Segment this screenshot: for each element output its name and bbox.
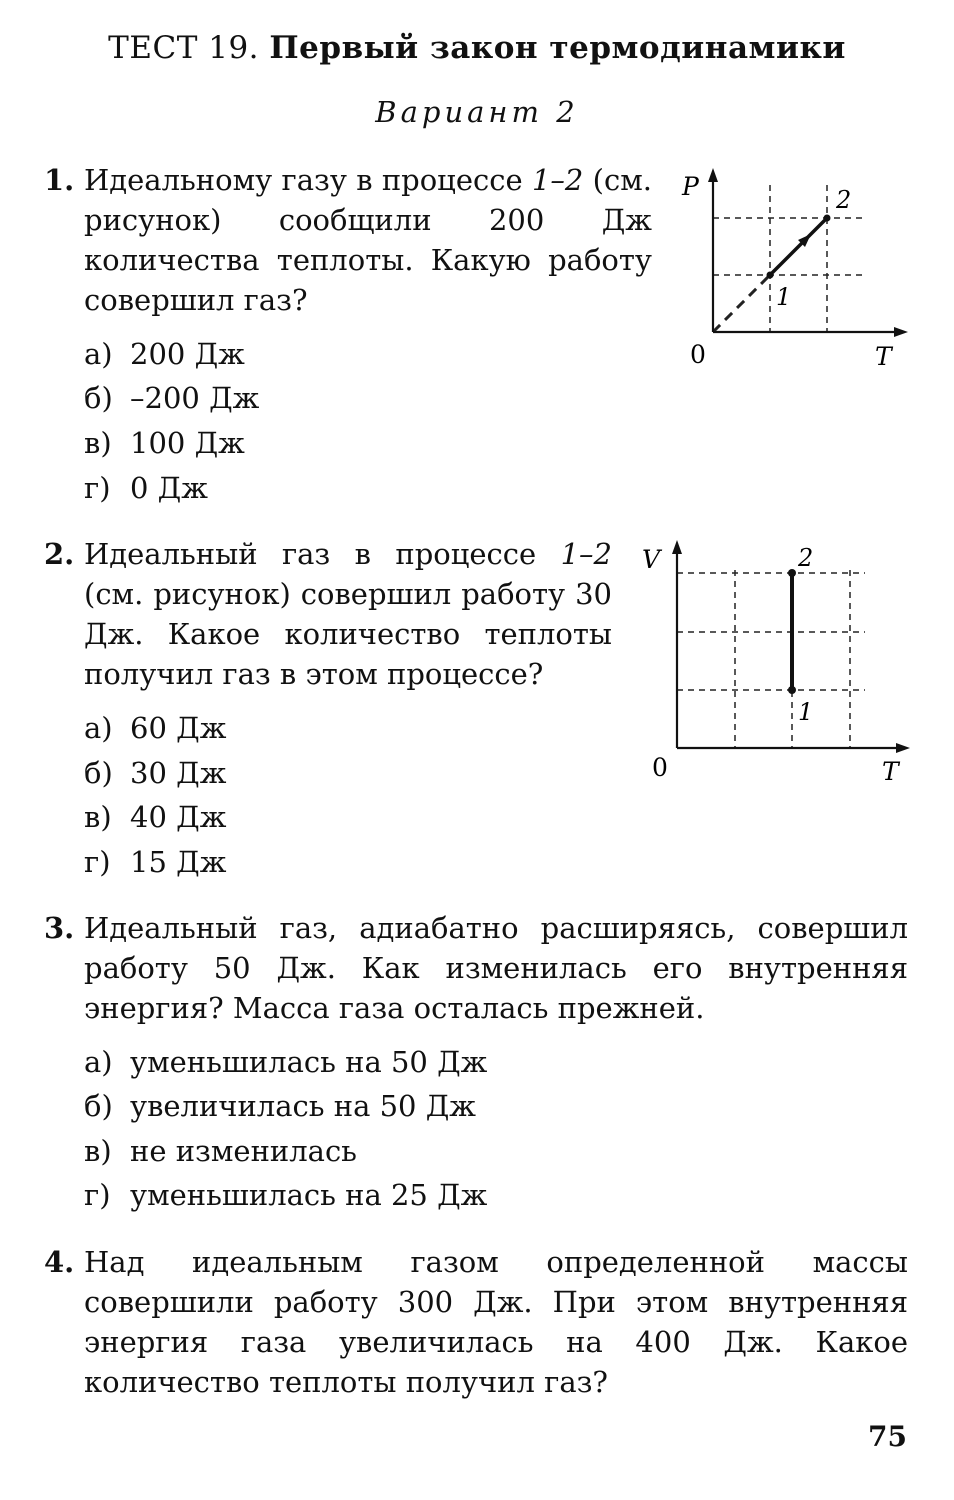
title-topic: Первый закон термодинамики <box>269 30 846 66</box>
title-test-number: ТЕСТ 19. <box>108 30 260 66</box>
question-3 <box>0 908 954 1038</box>
x-axis-arrow-icon <box>894 327 908 337</box>
option-3a[interactable]: а) уменьшилась на 50 Дж <box>84 1045 488 1079</box>
y-axis-arrow-icon <box>672 540 682 554</box>
option-3d[interactable]: г) уменьшилась на 25 Дж <box>84 1178 488 1212</box>
question-text: Идеальный газ в процессе 1–2 (см. рисунок) совершил работу 30 Дж. Какое количество теплоты получил газ в этом процессе? <box>84 537 612 691</box>
origin-label: 0 <box>690 340 706 369</box>
option-1d[interactable]: г) 0 Дж <box>84 471 208 505</box>
point-1-label: 1 <box>776 283 792 311</box>
option-2b[interactable]: б) 30 Дж <box>84 756 227 790</box>
point-1 <box>788 686 796 694</box>
option-1c[interactable]: в) 100 Дж <box>84 426 245 460</box>
option-3b[interactable]: б) увеличилась на 50 Дж <box>84 1089 476 1123</box>
question-number: 4. <box>44 1245 75 1279</box>
variant-heading: Вариант 2 <box>375 95 579 129</box>
question-text: Идеальный газ, адиабатно расширяясь, совершил работу 50 Дж. Как изменилась его внутренняя энергия? Масса газа осталась прежней. <box>84 911 908 1025</box>
question-4 <box>0 1242 954 1412</box>
y-axis-label: V <box>642 545 661 574</box>
option-3c[interactable]: в) не изменилась <box>84 1134 357 1168</box>
point-2-label: 2 <box>798 544 814 572</box>
point-1-label: 1 <box>798 698 814 726</box>
extrapolation-line <box>713 275 770 332</box>
question-number: 3. <box>44 911 75 945</box>
point-1 <box>767 272 774 279</box>
option-2c[interactable]: в) 40 Дж <box>84 800 227 834</box>
question-number: 2. <box>44 537 75 571</box>
process-label: 1–2 <box>560 537 612 571</box>
origin-label: 0 <box>652 753 668 782</box>
y-axis-arrow-icon <box>708 168 718 182</box>
option-2a[interactable]: а) 60 Дж <box>84 711 227 745</box>
x-axis-arrow-icon <box>896 743 910 753</box>
question-text: Идеальному газу в процессе 1–2 (см. рисунок) сообщили 200 Дж количества теплоты. Какую работу совершил газ? <box>84 163 652 317</box>
x-axis-label: T <box>882 757 899 786</box>
page-title <box>0 30 954 66</box>
y-axis-label: P <box>682 172 699 201</box>
process-label: 1–2 <box>531 163 584 197</box>
vt-diagram <box>630 530 930 790</box>
question-text: Над идеальным газом определенной массы совершили работу 300 Дж. При этом внутренняя энергия газа увеличилась на 400 Дж. Какое количество теплоты получил газ? <box>84 1245 908 1399</box>
process-line <box>770 218 827 275</box>
question-number: 1. <box>44 163 75 197</box>
x-axis-label: T <box>875 342 892 371</box>
point-2-label: 2 <box>836 186 852 214</box>
point-2 <box>788 569 796 577</box>
option-2d[interactable]: г) 15 Дж <box>84 845 227 879</box>
option-1a[interactable]: а) 200 Дж <box>84 337 245 371</box>
option-1b[interactable]: б) –200 Дж <box>84 381 260 415</box>
page-number: 75 <box>868 1420 907 1453</box>
point-2 <box>824 215 831 222</box>
pt-diagram <box>670 160 920 375</box>
